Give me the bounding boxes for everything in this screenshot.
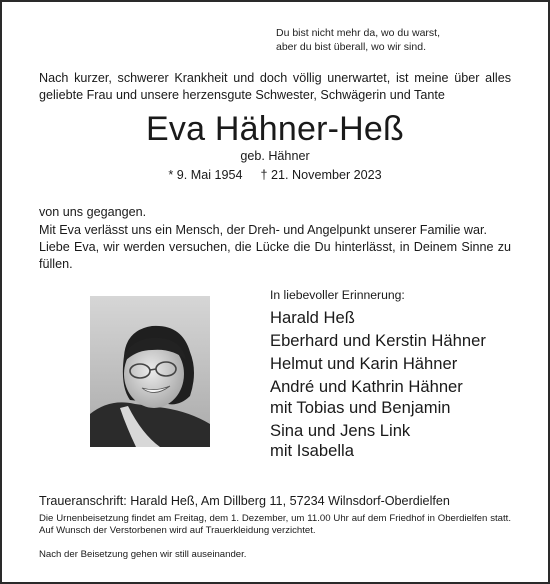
mourner-3: Helmut und Karin Hähner — [270, 353, 458, 373]
intro-text: Nach kurzer, schwerer Krankheit und doch völlig unerwartet, ist meine über alles geliebte Frau und unsere herzensgute Schwester, Schwägerin und Tante — [39, 71, 511, 102]
body-line-3: Liebe Eva, wir werden versuchen, die Lücke die Du hinterlässt, in Deinem Sinne zu füllen. — [39, 240, 511, 271]
quote-line-2: aber du bist überall, wo wir sind. — [276, 40, 426, 53]
memorial-quote — [276, 27, 440, 54]
death-date: † 21. November 2023 — [260, 168, 382, 182]
mourner-4: André und Kathrin Hähner — [270, 376, 463, 396]
mourner-4-children: mit Tobias und Benjamin — [270, 397, 451, 417]
body-text — [39, 204, 511, 273]
mourners-list — [270, 308, 486, 462]
mourner-5: Sina und Jens Link — [270, 420, 411, 440]
deceased-name: Eva Hähner-Heß — [146, 110, 404, 148]
portrait-photo — [90, 296, 210, 447]
quote-line-1: Du bist nicht mehr da, wo du warst, — [276, 27, 440, 39]
body-line-1: von uns gegangen. — [39, 205, 147, 219]
life-dates — [0, 168, 550, 182]
body-line-2: Mit Eva verlässt uns ein Mensch, der Dreh- und Angelpunkt unserer Familie war. — [39, 222, 487, 237]
portrait-image — [90, 296, 210, 447]
mourners-label: In liebevoller Erinnerung: — [270, 288, 405, 302]
birth-date: * 9. Mai 1954 — [168, 168, 243, 182]
birth-name: geb. Hähner — [240, 149, 310, 163]
mourner-2: Eberhard und Kerstin Hähner — [270, 330, 486, 350]
mourning-address: Traueranschrift: Harald Heß, Am Dillberg 11, 57234 Wilnsdorf-Oberdielfen — [39, 494, 450, 508]
final-note: Nach der Beisetzung gehen wir still auseinander. — [39, 549, 247, 560]
mourner-1: Harald Heß — [270, 308, 355, 327]
funeral-notice: Die Urnenbeisetzung findet am Freitag, dem 1. Dezember, um 11.00 Uhr auf dem Friedhof in Oberdielfen statt. Auf Wunsch der Verstorbenen wird auf Trauerkleidung verzichtet. — [39, 513, 511, 537]
mourner-5-children: mit Isabella — [270, 441, 354, 461]
